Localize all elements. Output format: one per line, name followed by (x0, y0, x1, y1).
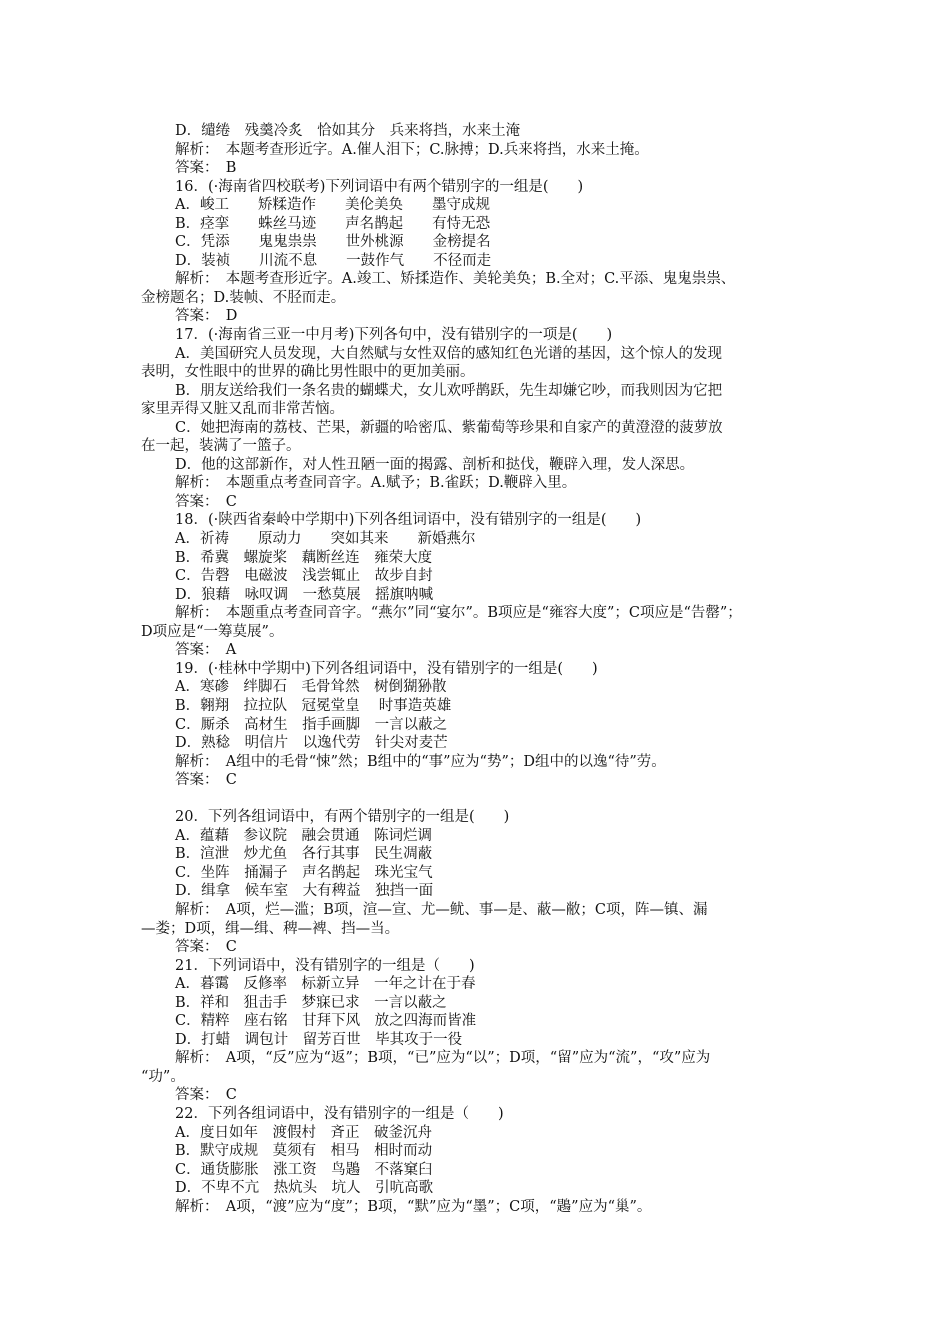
text-line: 22．下列各组词语中，没有错别字的一组是（ ) (175, 1105, 504, 1122)
text-line: C．坐阵 捅漏子 声名鹊起 珠光宝气 (175, 864, 433, 881)
text-line: D．他的这部新作，对人性丑陋一面的揭露、剖析和挞伐，鞭辟入理，发人深思。 (175, 456, 695, 473)
text-line: A．寒碜 绊脚石 毛骨耸然 树倒猢狲散 (175, 679, 447, 696)
text-line: D．缱绻 残羹冷炙 恰如其分 兵来将挡，水来土淹 (175, 123, 521, 139)
text-line: 解析： 本题考查形近字。A.催人泪下；C.脉搏；D.兵来将挡，水来土掩。 (175, 141, 649, 158)
text-line: 表明，女性眼中的世界的确比男性眼中的更加美丽。 (141, 364, 475, 381)
text-line: 18．(·陕西省秦岭中学期中)下列各组词语中，没有错别字的一组是( ) (175, 512, 642, 529)
text-line: B．渲泄 炒尤鱼 各行其事 民生凋蔽 (175, 846, 433, 863)
blank-line (141, 790, 831, 809)
text-line: B．希冀 螺旋桨 藕断丝连 雍荣大度 (175, 549, 433, 566)
text-line: D．不卑不亢 热炕头 坑人 引吭高歌 (175, 1180, 434, 1197)
text-line: C．精粹 座右铭 甘拜下风 放之四海而皆准 (175, 1013, 477, 1030)
text-line: B．翱翔 拉拉队 冠冕堂皇 时事造英雄 (175, 697, 452, 714)
text-line: D项应是“一筹莫展”。 (141, 623, 284, 640)
text-line: —娄；D项，缉—缉、稗—裨、挡—当。 (141, 920, 400, 937)
text-line: D．狼藉 咏叹调 一愁莫展 摇旗呐喊 (175, 586, 434, 603)
text-line: C．她把海南的荔枝、芒果，新疆的哈密瓜、紫葡萄等珍果和自家产的黄澄澄的菠萝放 (175, 419, 723, 436)
text-line: 解析： A项，烂—滥；B项，渲—宣、尤—鱿、事—是、蔽—敝；C项，阵—镇、漏 (175, 901, 708, 918)
text-line: 19．(·桂林中学期中)下列各组词语中，没有错别字的一组是( ) (175, 660, 598, 677)
text-line: 16．(·海南省四校联考)下列词语中有两个错别字的一组是( ) (175, 178, 584, 195)
text-line: A．美国研究人员发现，大自然赋与女性双倍的感知红色光谱的基因，这个惊人的发现 (175, 345, 722, 362)
text-line: 17．(·海南省三亚一中月考)下列各句中，没有错别字的一项是( ) (175, 327, 613, 344)
text-line: 答案： C (175, 939, 237, 956)
text-line: A．蕴藉 参议院 融会贯通 陈词烂调 (175, 827, 432, 844)
text-line: 解析： 本题重点考查同音字。“燕尔”同“宴尔”。B项应是“雍容大度”；C项应是“告罄”； (175, 605, 742, 622)
text-line: 21．下列词语中，没有错别字的一组是（ ) (175, 957, 475, 974)
text-line: 解析： 本题考查形近字。A.竣工、矫揉造作、美轮美奂；B.全对；C.平添、鬼鬼祟祟、 (175, 271, 736, 288)
document-body (141, 122, 831, 1216)
text-line: B．默守成规 莫须有 相马 相时而动 (175, 1143, 433, 1160)
text-line: D．打蜡 调包计 留芳百世 毕其攻于一役 (175, 1031, 463, 1048)
text-line: D．熟稔 明信片 以逸代劳 针尖对麦芒 (175, 735, 448, 752)
text-line: B．痉挛 蛛丝马迹 声名鹊起 有恃无恐 (175, 215, 491, 232)
text-line: 解析： A组中的毛骨“悚”然；B组中的“事”应为“势”；D组中的以逸“待”劳。 (175, 753, 666, 770)
text-line: 解析： A项，“反”应为“返”；B项，“已”应为“以”；D项，“留”应为“流”，“攻”应为 (175, 1050, 711, 1067)
text-line: A．度日如年 渡假村 斉正 破釜沉舟 (175, 1124, 432, 1141)
text-line: 20．下列各组词语中，有两个错别字的一组是( ) (175, 809, 510, 826)
text-line: 答案： A (175, 642, 237, 659)
text-line: C．通货膨胀 涨工资 鸟鶗 不落窠臼 (175, 1161, 433, 1178)
text-line: 解析： A项，“渡”应为“度”；B项，“默”应为“墨”；C项，“鶗”应为“巢”。 (175, 1198, 652, 1215)
text-line: A．祈祷 原动力 突如其来 新婚燕尔 (175, 531, 476, 548)
text-line: “功”。 (141, 1068, 185, 1085)
text-line: 金榜题名；D.装帧、不胫而走。 (141, 289, 346, 306)
text-line: B．朋友送给我们一条名贵的蝴蝶犬，女儿欢呼鹊跃，先生却嫌它吵，而我则因为它把 (175, 382, 723, 399)
text-line: C．凭添 鬼鬼祟祟 世外桃源 金榜提名 (175, 234, 491, 251)
text-line: 家里弄得又脏又乱而非常苦恼。 (141, 401, 344, 418)
text-line: 解析： 本题重点考查同音字。A.赋予；B.雀跃；D.鞭辟入里。 (175, 475, 577, 492)
text-line: D．缉拿 候车室 大有稗益 独挡一面 (175, 883, 434, 900)
text-line: 答案： C (175, 493, 237, 510)
text-line: 答案： C (175, 772, 237, 789)
text-line: 答案： D (175, 308, 238, 325)
text-line: D．装祯 川流不息 一鼓作气 不径而走 (175, 252, 492, 269)
text-line: C．厮杀 高材生 指手画脚 一言以蔽之 (175, 716, 448, 733)
text-line: 在一起，装满了一篮子。 (141, 438, 301, 455)
text-line: 答案： C (175, 1087, 237, 1104)
text-line: C．告磬 电磁波 浅尝辄止 故步自封 (175, 568, 433, 585)
text-line: B．祥和 狙击手 梦寐已求 一言以蔽之 (175, 994, 447, 1011)
text-line: A．峻工 矫糅造作 美伦美奂 墨守成规 (175, 197, 490, 214)
text-line: 答案： B (175, 160, 237, 177)
text-line: A．暮霭 反修率 标新立异 一年之计在于春 (175, 976, 476, 993)
